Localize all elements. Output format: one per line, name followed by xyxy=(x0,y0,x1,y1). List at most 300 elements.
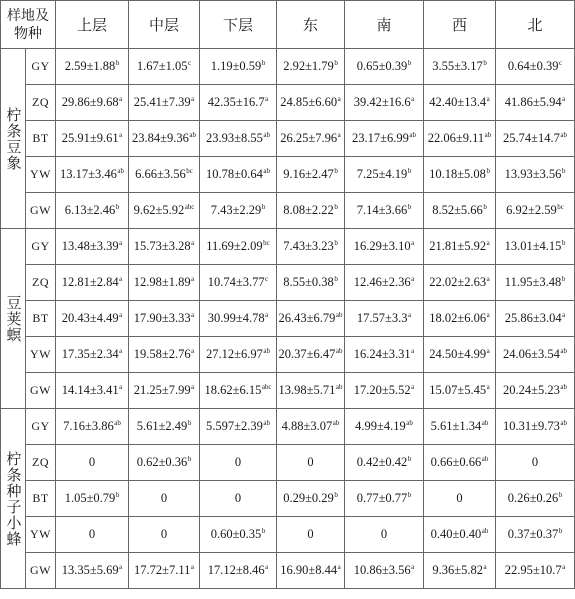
significance-letter: b xyxy=(261,203,266,211)
value-cell xyxy=(200,121,277,157)
significance-letter: b xyxy=(115,59,120,67)
cell-value: 16.24±3.31 xyxy=(353,347,411,361)
value-cell xyxy=(424,229,496,265)
cell-value: 20.37±6.47 xyxy=(278,347,336,361)
significance-letter: a xyxy=(411,563,415,571)
value-cell xyxy=(200,301,277,337)
cell-value: 20.43±4.49 xyxy=(61,311,119,325)
cell-value: 17.12±8.46 xyxy=(207,563,265,577)
cell-value: 10.86±3.56 xyxy=(353,563,411,577)
value-cell xyxy=(129,301,200,337)
value-cell xyxy=(56,337,129,373)
value-cell xyxy=(277,49,345,85)
cell-value: 15.07±5.45 xyxy=(429,383,487,397)
cell-value: 6.13±2.46 xyxy=(64,203,116,217)
significance-letter: b xyxy=(334,59,338,67)
column-header: 中层 xyxy=(129,1,200,49)
site-code: GW xyxy=(26,553,56,589)
value-cell xyxy=(200,157,277,193)
significance-letter: b xyxy=(561,239,566,247)
table-row xyxy=(1,409,575,445)
cell-value: 23.17±6.99 xyxy=(352,131,409,145)
value-cell xyxy=(56,301,129,337)
column-header: 南 xyxy=(345,1,424,49)
column-header: 东 xyxy=(277,1,345,49)
site-code: GY xyxy=(26,409,56,445)
site-code: ZQ xyxy=(26,85,56,121)
cell-value: 20.24±5.23 xyxy=(503,383,560,397)
significance-letter: ab xyxy=(481,419,489,427)
cell-value: 42.35±16.7 xyxy=(207,95,265,109)
cell-value: 9.16±2.47 xyxy=(283,167,334,181)
column-header: 下层 xyxy=(200,1,277,49)
cell-value: 17.90±3.33 xyxy=(133,311,191,325)
significance-letter: b xyxy=(486,167,490,175)
significance-letter: ab xyxy=(332,419,340,427)
cell-value: 0 xyxy=(380,527,388,541)
cell-value: 21.81±5.92 xyxy=(429,239,487,253)
cell-value: 22.02±2.63 xyxy=(429,275,487,289)
value-cell xyxy=(129,121,200,157)
value-cell xyxy=(424,121,496,157)
value-cell xyxy=(345,265,424,301)
cell-value: 7.25±4.19 xyxy=(356,167,408,181)
significance-letter: a xyxy=(119,239,123,247)
value-cell xyxy=(496,301,575,337)
table-body xyxy=(1,49,575,589)
value-cell xyxy=(496,229,575,265)
value-cell xyxy=(129,517,200,553)
cell-value: 0 xyxy=(160,527,168,541)
cell-value: 41.86±5.94 xyxy=(504,95,562,109)
table-row xyxy=(1,553,575,589)
value-cell xyxy=(424,553,496,589)
significance-letter: a xyxy=(119,383,123,391)
cell-value: 9.36±5.82 xyxy=(432,563,483,577)
cell-value: 26.25±7.96 xyxy=(280,131,338,145)
significance-letter: a xyxy=(265,563,269,571)
significance-letter: a xyxy=(411,347,415,355)
cell-value: 27.12±6.97 xyxy=(206,347,263,361)
value-cell xyxy=(496,445,575,481)
cell-value: 6.66±3.56 xyxy=(135,167,186,181)
cell-value: 17.72±7.11 xyxy=(133,563,191,577)
cell-value: 0.26±0.26 xyxy=(507,491,559,505)
value-cell xyxy=(424,265,496,301)
significance-letter: a xyxy=(119,347,123,355)
cell-value: 0 xyxy=(456,491,463,505)
cell-value: 0 xyxy=(307,455,314,469)
value-cell xyxy=(129,193,200,229)
cell-value: 21.25±7.99 xyxy=(133,383,191,397)
significance-letter: b xyxy=(261,527,266,535)
value-cell xyxy=(277,85,345,121)
table-row xyxy=(1,229,575,265)
cell-value: 0.66±0.66 xyxy=(430,455,482,469)
value-cell xyxy=(345,481,424,517)
value-cell xyxy=(129,337,200,373)
cell-value: 0.42±0.42 xyxy=(356,455,408,469)
significance-letter: a xyxy=(486,383,490,391)
cell-value: 12.98±1.89 xyxy=(133,275,191,289)
cell-value: 24.06±3.54 xyxy=(503,347,560,361)
value-cell xyxy=(345,445,424,481)
significance-letter: ab xyxy=(335,311,343,319)
value-cell xyxy=(56,121,129,157)
significance-letter: a xyxy=(119,95,123,103)
significance-letter: a xyxy=(191,383,195,391)
significance-letter: ab xyxy=(484,131,492,139)
value-cell xyxy=(129,85,200,121)
value-cell xyxy=(56,553,129,589)
significance-letter: a xyxy=(562,95,566,103)
site-code: GY xyxy=(26,49,56,85)
significance-letter: b xyxy=(407,167,412,175)
cell-value: 11.69±2.09 xyxy=(206,239,263,253)
significance-letter: ab xyxy=(560,347,567,355)
table-row xyxy=(1,301,575,337)
cell-value: 0.40±0.40 xyxy=(430,527,482,541)
value-cell xyxy=(200,553,277,589)
value-cell xyxy=(129,265,200,301)
significance-letter: ab xyxy=(189,131,196,139)
cell-value: 13.01±4.15 xyxy=(504,239,562,253)
cell-value: 22.95±10.7 xyxy=(504,563,562,577)
significance-letter: b xyxy=(558,527,563,535)
cell-value: 7.14±3.66 xyxy=(356,203,408,217)
value-cell xyxy=(56,157,129,193)
cell-value: 10.18±5.08 xyxy=(429,167,486,181)
cell-value: 8.55±0.38 xyxy=(283,275,334,289)
significance-letter: a xyxy=(191,347,195,355)
significance-letter: a xyxy=(119,131,123,139)
cell-value: 24.85±6.60 xyxy=(280,95,338,109)
value-cell xyxy=(345,193,424,229)
value-cell xyxy=(200,445,277,481)
significance-letter: b xyxy=(187,419,192,427)
significance-letter: b xyxy=(334,167,338,175)
significance-letter: ab xyxy=(263,131,270,139)
site-code: GW xyxy=(26,193,56,229)
table-row xyxy=(1,49,575,85)
significance-letter: a xyxy=(411,275,415,283)
value-cell xyxy=(424,49,496,85)
significance-letter: c xyxy=(559,59,563,67)
cell-value: 0.77±0.77 xyxy=(356,491,408,505)
column-header: 西 xyxy=(424,1,496,49)
value-cell xyxy=(424,85,496,121)
cell-value: 25.86±3.04 xyxy=(504,311,562,325)
value-cell xyxy=(200,409,277,445)
table-row xyxy=(1,85,575,121)
cell-value: 14.14±3.41 xyxy=(61,383,119,397)
value-cell xyxy=(56,445,129,481)
cell-value: 10.74±3.77 xyxy=(207,275,265,289)
cell-value: 25.41±7.39 xyxy=(133,95,191,109)
value-cell xyxy=(345,85,424,121)
value-cell xyxy=(424,445,496,481)
significance-letter: a xyxy=(265,95,269,103)
cell-value: 25.74±14.7 xyxy=(503,131,560,145)
value-cell xyxy=(496,517,575,553)
table-row xyxy=(1,337,575,373)
cell-value: 1.05±0.79 xyxy=(64,491,116,505)
value-cell xyxy=(200,193,277,229)
cell-value: 0.29±0.29 xyxy=(283,491,334,505)
significance-letter: abc xyxy=(261,383,272,391)
value-cell xyxy=(200,337,277,373)
cell-value: 11.95±3.48 xyxy=(504,275,562,289)
significance-letter: ab xyxy=(263,167,270,175)
cell-value: 42.40±13.4 xyxy=(429,95,487,109)
significance-letter: c xyxy=(265,275,269,283)
table-row xyxy=(1,373,575,409)
cell-value: 0 xyxy=(234,455,242,469)
group-label: 柠条种子小蜂 xyxy=(1,409,26,589)
value-cell xyxy=(496,481,575,517)
significance-letter: b xyxy=(407,491,412,499)
value-cell xyxy=(277,409,345,445)
value-cell xyxy=(277,229,345,265)
cell-value: 7.16±3.86 xyxy=(63,419,114,433)
site-code: BT xyxy=(26,121,56,157)
significance-letter: b xyxy=(334,239,338,247)
cell-value: 1.19±0.59 xyxy=(210,59,262,73)
value-cell xyxy=(496,157,575,193)
value-cell xyxy=(56,85,129,121)
cell-value: 13.98±5.71 xyxy=(278,383,336,397)
cell-value: 0.60±0.35 xyxy=(210,527,262,541)
significance-letter: ab xyxy=(263,347,270,355)
value-cell xyxy=(56,373,129,409)
cell-value: 19.58±2.76 xyxy=(133,347,191,361)
significance-letter: a xyxy=(119,563,123,571)
value-cell xyxy=(277,121,345,157)
significance-letter: b xyxy=(407,455,412,463)
significance-letter: b xyxy=(334,491,338,499)
significance-letter: b xyxy=(407,59,412,67)
cell-value: 16.90±8.44 xyxy=(280,563,338,577)
value-cell xyxy=(424,301,496,337)
group-label: 豆荚螟 xyxy=(1,229,26,409)
significance-letter: b xyxy=(483,203,487,211)
value-cell xyxy=(200,49,277,85)
value-cell xyxy=(56,193,129,229)
column-header: 上层 xyxy=(56,1,129,49)
significance-letter: abc xyxy=(184,203,195,211)
significance-letter: b xyxy=(561,167,566,175)
value-cell xyxy=(200,85,277,121)
significance-letter: b xyxy=(261,59,266,67)
cell-value: 8.52±5.66 xyxy=(432,203,483,217)
cell-value: 0 xyxy=(88,527,96,541)
significance-letter: ab xyxy=(409,131,416,139)
significance-letter: ab xyxy=(263,419,270,427)
value-cell xyxy=(345,373,424,409)
cell-value: 6.92±2.59 xyxy=(506,203,557,217)
site-code: ZQ xyxy=(26,445,56,481)
value-cell xyxy=(424,193,496,229)
value-cell xyxy=(200,265,277,301)
cell-value: 4.99±4.19 xyxy=(355,419,406,433)
cell-value: 0.65±0.39 xyxy=(356,59,408,73)
significance-letter: ab xyxy=(114,419,121,427)
value-cell xyxy=(200,229,277,265)
value-cell xyxy=(424,409,496,445)
cell-value: 10.78±0.64 xyxy=(206,167,263,181)
significance-letter: b xyxy=(407,203,412,211)
value-cell xyxy=(277,553,345,589)
value-cell xyxy=(277,193,345,229)
significance-letter: a xyxy=(191,311,195,319)
significance-letter: a xyxy=(562,563,566,571)
significance-letter: a xyxy=(486,239,490,247)
significance-letter: ab xyxy=(481,527,489,535)
significance-letter: a xyxy=(119,275,123,283)
value-cell xyxy=(56,481,129,517)
significance-letter: ab xyxy=(335,383,343,391)
value-cell xyxy=(345,337,424,373)
site-code: BT xyxy=(26,481,56,517)
significance-letter: a xyxy=(191,239,195,247)
significance-letter: a xyxy=(190,563,194,571)
value-cell xyxy=(345,229,424,265)
cell-value: 0 xyxy=(307,527,314,541)
cell-value: 1.67±1.05 xyxy=(136,59,188,73)
cell-value: 0.64±0.39 xyxy=(507,59,559,73)
significance-letter: a xyxy=(337,95,341,103)
value-cell xyxy=(424,373,496,409)
corner-header: 样地及物种 xyxy=(1,1,56,49)
cell-value: 17.20±5.52 xyxy=(353,383,411,397)
value-cell xyxy=(277,157,345,193)
value-cell xyxy=(345,49,424,85)
significance-letter: b xyxy=(558,491,563,499)
cell-value: 13.48±3.39 xyxy=(61,239,119,253)
cell-value: 17.35±2.34 xyxy=(61,347,119,361)
table-row xyxy=(1,157,575,193)
cell-value: 12.46±2.36 xyxy=(353,275,411,289)
cell-value: 13.17±3.46 xyxy=(60,167,117,181)
significance-letter: b xyxy=(561,275,566,283)
site-code: YW xyxy=(26,337,56,373)
value-cell xyxy=(424,337,496,373)
value-cell xyxy=(56,229,129,265)
cell-value: 0 xyxy=(234,491,242,505)
significance-letter: a xyxy=(337,563,341,571)
significance-letter: ab xyxy=(481,455,489,463)
table-row xyxy=(1,517,575,553)
column-header: 北 xyxy=(496,1,575,49)
cell-value: 26.43±6.79 xyxy=(278,311,336,325)
site-code: ZQ xyxy=(26,265,56,301)
significance-letter: b xyxy=(334,275,338,283)
table-row xyxy=(1,481,575,517)
cell-value: 10.31±9.73 xyxy=(503,419,560,433)
value-cell xyxy=(56,265,129,301)
value-cell xyxy=(277,481,345,517)
table-row xyxy=(1,265,575,301)
value-cell xyxy=(496,373,575,409)
value-cell xyxy=(56,409,129,445)
header-row xyxy=(1,1,575,49)
value-cell xyxy=(200,373,277,409)
cell-value: 2.92±1.79 xyxy=(283,59,334,73)
value-cell xyxy=(424,481,496,517)
cell-value: 30.99±4.78 xyxy=(207,311,265,325)
value-cell xyxy=(424,157,496,193)
cell-value: 9.62±5.92 xyxy=(133,203,185,217)
significance-letter: a xyxy=(486,275,490,283)
value-cell xyxy=(277,517,345,553)
cell-value: 8.08±2.22 xyxy=(283,203,334,217)
significance-letter: a xyxy=(486,311,490,319)
value-cell xyxy=(277,265,345,301)
table-row xyxy=(1,121,575,157)
value-cell xyxy=(496,553,575,589)
cell-value: 4.88±3.07 xyxy=(281,419,333,433)
value-cell xyxy=(345,301,424,337)
significance-letter: a xyxy=(411,239,415,247)
value-cell xyxy=(129,481,200,517)
value-cell xyxy=(129,445,200,481)
cell-value: 5.61±1.34 xyxy=(430,419,482,433)
cell-value: 22.06±9.11 xyxy=(427,131,485,145)
value-cell xyxy=(345,517,424,553)
cell-value: 0 xyxy=(531,455,539,469)
table-row xyxy=(1,445,575,481)
cell-value: 7.43±2.29 xyxy=(210,203,262,217)
cell-value: 18.62±6.15 xyxy=(204,383,262,397)
cell-value: 13.35±5.69 xyxy=(61,563,119,577)
cell-value: 0 xyxy=(88,455,96,469)
value-cell xyxy=(277,373,345,409)
cell-value: 3.55±3.17 xyxy=(432,59,483,73)
significance-letter: b xyxy=(483,59,487,67)
value-cell xyxy=(129,49,200,85)
site-code: GW xyxy=(26,373,56,409)
cell-value: 24.50±4.99 xyxy=(429,347,487,361)
significance-letter: a xyxy=(486,95,490,103)
cell-value: 5.597±2.39 xyxy=(206,419,263,433)
cell-value: 2.59±1.88 xyxy=(64,59,116,73)
site-code: YW xyxy=(26,157,56,193)
value-cell xyxy=(56,49,129,85)
table-row xyxy=(1,193,575,229)
significance-letter: c xyxy=(188,59,192,67)
significance-letter: a xyxy=(119,311,123,319)
value-cell xyxy=(345,409,424,445)
value-cell xyxy=(345,157,424,193)
value-cell xyxy=(496,121,575,157)
significance-letter: a xyxy=(483,563,487,571)
value-cell xyxy=(496,193,575,229)
cell-value: 18.02±6.06 xyxy=(429,311,487,325)
site-code: GY xyxy=(26,229,56,265)
significance-letter: bc xyxy=(557,203,564,211)
value-cell xyxy=(129,229,200,265)
value-cell xyxy=(129,157,200,193)
significance-letter: a xyxy=(408,311,412,319)
cell-value: 25.91±9.61 xyxy=(61,131,119,145)
cell-value: 13.93±3.56 xyxy=(504,167,562,181)
value-cell xyxy=(277,445,345,481)
cell-value: 29.86±9.68 xyxy=(61,95,119,109)
cell-value: 0.37±0.37 xyxy=(507,527,559,541)
value-cell xyxy=(129,373,200,409)
value-cell xyxy=(200,517,277,553)
value-cell xyxy=(129,409,200,445)
